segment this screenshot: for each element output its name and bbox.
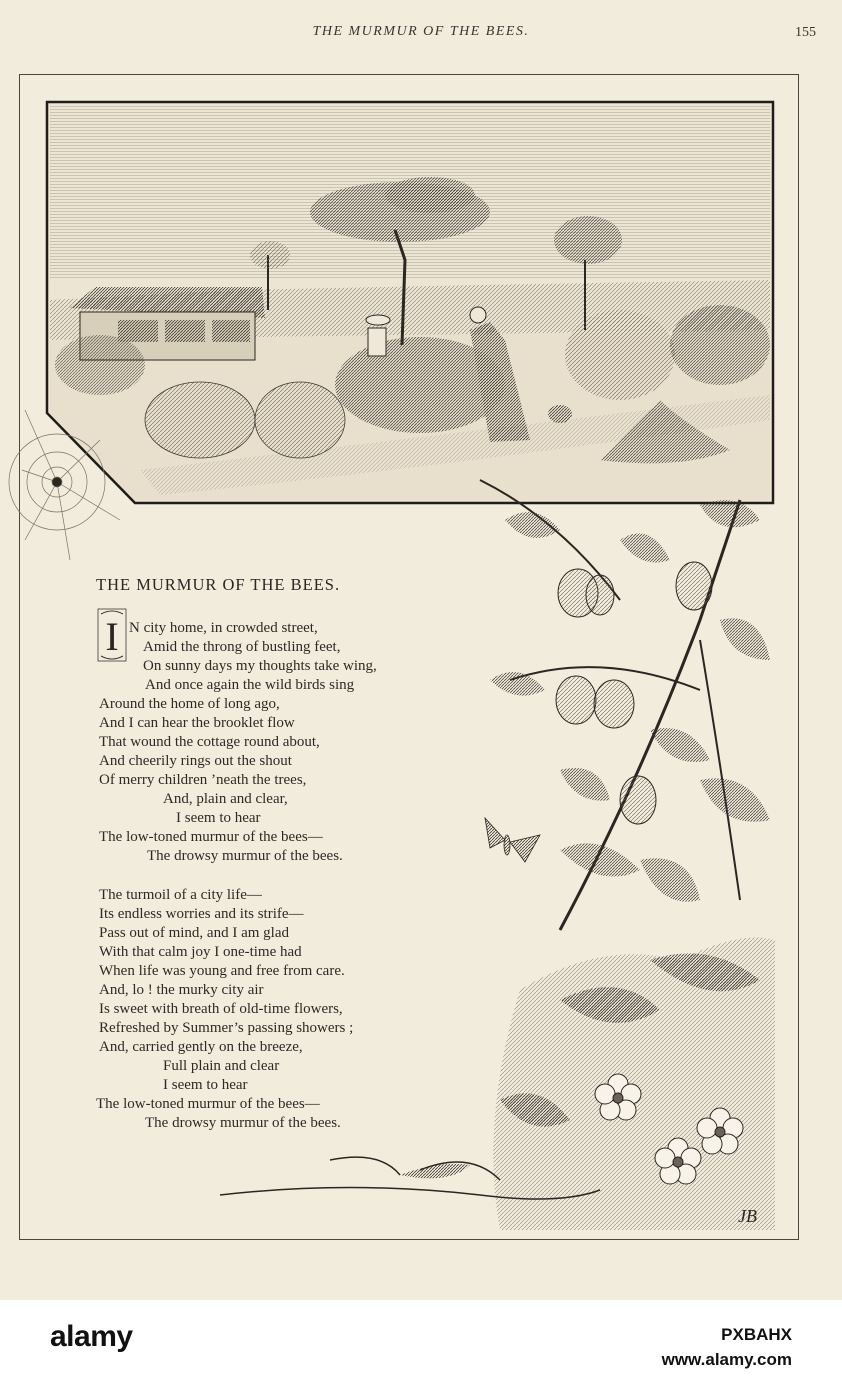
poem-line: Around the home of long ago, [99,696,280,712]
poem-line: I seem to hear [176,810,261,826]
footer-url: www.alamy.com [661,1350,792,1369]
poem-line: The drowsy murmur of the bees. [147,848,343,864]
poem-line: The low-toned murmur of the bees— [96,1096,320,1112]
page-number: 155 [795,25,816,40]
poem-line: That wound the cottage round about, [99,734,320,750]
poem-line: And, carried gently on the breeze, [99,1039,303,1055]
alamy-logo: alamy [50,1320,133,1353]
poem-line: Pass out of mind, and I am glad [99,925,289,941]
ornamental-drop-cap [97,608,127,662]
poem-line: When life was young and free from care. [99,963,345,979]
running-head: THE MURMUR OF THE BEES. [312,24,530,39]
poem-line: Full plain and clear [163,1058,280,1074]
poem-title: THE MURMUR OF THE BEES. [96,575,341,594]
poem-line: The drowsy murmur of the bees. [145,1115,341,1131]
poem-line: And I can hear the brooklet flow [99,715,295,731]
poem-line: On sunny days my thoughts take wing, [143,658,377,674]
artist-signature: JB [738,1206,757,1226]
poem-line: And once again the wild birds sing [145,677,355,693]
poem-line: And, plain and clear, [163,791,288,807]
drop-cap-letter: I [105,614,119,659]
poem-line: The turmoil of a city life— [99,887,262,903]
poem-line: Is sweet with breath of old-time flowers, [99,1001,343,1017]
poem-line: Of merry children ’neath the trees, [99,772,307,788]
poem-line: Amid the throng of bustling feet, [143,639,341,655]
poem-line: Its endless worries and its strife— [99,906,304,922]
poem-line: I seem to hear [163,1077,248,1093]
poem-line: N city home, in crowded street, [129,620,318,636]
poem-line: With that calm joy I one-time had [99,944,302,960]
poem-line: And cheerily rings out the shout [99,753,292,769]
poem-line: Refreshed by Summer’s passing showers ; [99,1020,354,1036]
image-code: PXBAHX [721,1325,792,1344]
poem-line: And, lo ! the murky city air [99,982,264,998]
poem-line: The low-toned murmur of the bees— [99,829,323,845]
